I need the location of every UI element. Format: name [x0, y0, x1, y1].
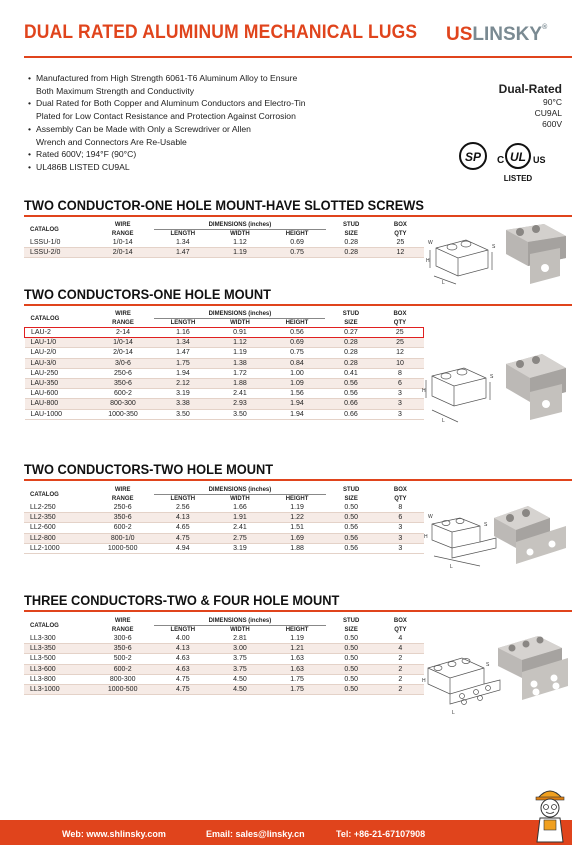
- cell-box-qty: 3: [377, 533, 424, 543]
- cell-box-qty: 2: [377, 685, 424, 695]
- cell-length: 3.19: [154, 389, 211, 399]
- svg-text:L: L: [442, 280, 445, 286]
- col-stud: STUD: [343, 222, 360, 229]
- col-wire: RANGE: [112, 319, 134, 326]
- table-row: [24, 674, 424, 684]
- section-title: TWO CONDUCTOR-ONE HOLE MOUNT-HAVE SLOTTED SCREWS: [24, 198, 424, 213]
- cell-wire-range: 600-2: [91, 523, 154, 533]
- cell-width: 2.75: [211, 533, 268, 543]
- cell-wire-range: 3/0-6: [92, 358, 155, 368]
- svg-text:W: W: [428, 240, 433, 246]
- cell-box-qty: 2: [377, 674, 424, 684]
- cell-box-qty: 8: [376, 368, 423, 378]
- col-stud: SIZE: [344, 319, 358, 326]
- cell-height: 1.63: [268, 664, 325, 674]
- cell-width: 2.81: [211, 634, 268, 644]
- col-height: HEIGHT: [285, 627, 309, 633]
- cell-box-qty: 6: [376, 379, 423, 389]
- col-catalog: CATALOG: [30, 315, 60, 322]
- cell-wire-range: 800-300: [92, 399, 155, 409]
- cell-stud-size: 0.27: [325, 328, 376, 338]
- mascot-worker-icon: [530, 782, 570, 844]
- col-wire: WIRE: [115, 311, 131, 318]
- cell-stud-size: 0.66: [325, 409, 376, 419]
- cell-width: 1.72: [211, 368, 268, 378]
- cell-width: 2.41: [211, 389, 268, 399]
- cell-catalog: LAU-600: [25, 389, 92, 399]
- svg-text:S: S: [484, 522, 488, 528]
- cell-width: 1.19: [211, 348, 268, 358]
- table-row: [24, 654, 424, 664]
- cell-width: 1.88: [211, 379, 268, 389]
- col-length: LENGTH: [170, 496, 196, 502]
- col-stud: STUD: [343, 487, 360, 494]
- page-title: DUAL RATED ALUMINUM MECHANICAL LUGS: [24, 22, 418, 43]
- cell-height: 1.75: [268, 674, 325, 684]
- col-width: WIDTH: [230, 320, 250, 326]
- rating-temp: 90°C: [543, 97, 562, 107]
- lug-diagram-lau: [422, 340, 570, 436]
- table-row: [25, 348, 424, 358]
- feature-item: • Assembly Can be Made with Only a Screwdriver or Allen Wrench and Connectors Are Re-Usable: [28, 123, 251, 147]
- cell-wire-range: 250-6: [92, 368, 155, 378]
- feature-item: • Rated 600V; 194°F (90°C): [28, 149, 137, 160]
- table-row: [24, 523, 424, 533]
- cell-wire-range: 2/0-14: [91, 248, 154, 258]
- cell-length: 4.65: [154, 523, 211, 533]
- col-box: QTY: [394, 495, 407, 502]
- col-box: BOX: [393, 487, 407, 494]
- lug-diagram-lssu: [426, 210, 570, 290]
- cell-box-qty: 2: [377, 654, 424, 664]
- svg-text:H: H: [426, 258, 430, 264]
- col-box: BOX: [393, 311, 407, 318]
- col-box: QTY: [394, 230, 407, 237]
- cell-width: 1.66: [211, 503, 268, 513]
- table-row: [24, 543, 424, 553]
- cell-wire-range: 800-1/0: [91, 533, 154, 543]
- cell-box-qty: 8: [377, 503, 424, 513]
- cell-length: 4.75: [154, 674, 211, 684]
- table-row: [24, 503, 424, 513]
- col-height: HEIGHT: [285, 231, 309, 237]
- cell-width: 3.75: [211, 654, 268, 664]
- cell-stud-size: 0.56: [325, 379, 376, 389]
- col-wire: RANGE: [111, 495, 134, 502]
- cell-stud-size: 0.50: [326, 664, 377, 674]
- cell-box-qty: 4: [377, 634, 424, 644]
- cell-stud-size: 0.56: [326, 543, 377, 553]
- cell-box-qty: 3: [377, 523, 424, 533]
- cell-catalog: LL3-300: [24, 634, 91, 644]
- col-box: BOX: [393, 222, 407, 229]
- cell-length: 4.94: [154, 543, 211, 553]
- cell-box-qty: 3: [376, 409, 423, 419]
- col-height: HEIGHT: [285, 496, 309, 502]
- svg-text:L: L: [452, 710, 455, 716]
- table-row: [24, 533, 424, 543]
- cell-height: 1.56: [268, 389, 325, 399]
- cell-wire-range: 1000-500: [91, 685, 154, 695]
- cell-box-qty: 25: [376, 338, 423, 348]
- cell-stud-size: 0.28: [325, 348, 376, 358]
- feature-item: • Dual Rated for Both Copper and Aluminum Conductors and Electro-Tin Plated for Low Contact Resistance and Protection Against Corrosion: [28, 98, 306, 122]
- cell-wire-range: 600-2: [91, 664, 154, 674]
- svg-text:H: H: [422, 678, 426, 684]
- table-row: [25, 379, 424, 389]
- lug-photo: [494, 506, 566, 564]
- cell-stud-size: 0.56: [326, 523, 377, 533]
- cell-length: 3.38: [154, 399, 211, 409]
- spec-table: [24, 221, 424, 258]
- rating-head: Dual-Rated: [498, 82, 562, 96]
- cell-catalog: LL2-1000: [24, 543, 91, 553]
- cell-height: 1.75: [268, 685, 325, 695]
- footer-phone: Tel: +86-21-67107908: [336, 829, 426, 839]
- cell-length: 4.75: [154, 533, 211, 543]
- col-dimensions: DIMENSIONS (inches): [154, 617, 325, 626]
- cell-length: 1.94: [154, 368, 211, 378]
- feature-item: • UL486B LISTED CU9AL: [28, 161, 130, 172]
- spec-table: [24, 310, 424, 420]
- cell-width: 1.91: [211, 513, 268, 523]
- col-stud: STUD: [342, 311, 360, 318]
- cell-length: 4.75: [154, 685, 211, 695]
- cell-width: 2.41: [211, 523, 268, 533]
- csa-logo: [460, 143, 486, 169]
- svg-text:SP: SP: [464, 150, 482, 164]
- col-stud: SIZE: [344, 230, 358, 237]
- ul-logo: [497, 144, 546, 183]
- col-length: LENGTH: [170, 627, 196, 633]
- cell-box-qty: 4: [377, 644, 424, 654]
- col-box: QTY: [393, 319, 407, 326]
- cell-length: 2.56: [154, 503, 211, 513]
- header-divider: [24, 56, 572, 58]
- table-row: [25, 389, 424, 399]
- table-row: [25, 399, 424, 409]
- cell-length: 1.34: [154, 338, 211, 348]
- cell-height: 0.56: [268, 328, 325, 338]
- table-row: [24, 664, 424, 674]
- cell-box-qty: 2: [377, 664, 424, 674]
- cell-box-qty: 12: [376, 348, 423, 358]
- cell-wire-range: 1000-500: [91, 543, 154, 553]
- cell-length: 4.13: [154, 644, 211, 654]
- cell-length: 4.13: [154, 513, 211, 523]
- cell-stud-size: 0.28: [325, 358, 376, 368]
- cell-stud-size: 0.50: [326, 634, 377, 644]
- cell-stud-size: 0.56: [325, 389, 376, 399]
- cell-stud-size: 0.28: [325, 338, 376, 348]
- cell-wire-range: 250-6: [91, 503, 154, 513]
- feature-list: [28, 72, 348, 174]
- cell-stud-size: 0.28: [326, 238, 377, 248]
- table-row: [25, 358, 424, 368]
- cell-width: 2.93: [211, 399, 268, 409]
- lug-photo: [498, 636, 568, 700]
- rating-code: CU9AL: [534, 108, 562, 118]
- svg-text:L: L: [442, 418, 445, 424]
- table-row: [24, 685, 424, 695]
- spec-table: [24, 486, 424, 554]
- cell-wire-range: 800-300: [91, 674, 154, 684]
- cell-box-qty: 6: [377, 513, 424, 523]
- cell-wire-range: 1000-350: [92, 409, 155, 419]
- svg-text:H: H: [422, 388, 426, 394]
- cell-width: 4.50: [211, 685, 268, 695]
- cell-catalog: LAU-2/0: [25, 348, 92, 358]
- cell-height: 1.94: [268, 409, 325, 419]
- col-wire: WIRE: [114, 487, 131, 494]
- table-row: [25, 338, 424, 348]
- col-height: HEIGHT: [285, 320, 309, 326]
- lug-photo: [506, 354, 566, 420]
- section-title: THREE CONDUCTORS-TWO & FOUR HOLE MOUNT: [24, 593, 340, 608]
- lug-diagram-ll3: [422, 626, 570, 720]
- cell-length: 4.63: [154, 664, 211, 674]
- cell-wire-range: 350-6: [91, 644, 154, 654]
- cell-stud-size: 0.41: [325, 368, 376, 378]
- cell-wire-range: 2/0-14: [92, 348, 155, 358]
- cell-width: 3.19: [211, 543, 268, 553]
- cell-width: 1.12: [211, 238, 268, 248]
- cell-stud-size: 0.28: [326, 248, 377, 258]
- cell-wire-range: 2-14: [92, 328, 155, 338]
- cell-catalog: LAU-3/0: [25, 358, 92, 368]
- svg-text:S: S: [490, 374, 494, 380]
- cell-width: 3.00: [211, 644, 268, 654]
- cell-height: 0.84: [268, 358, 325, 368]
- footer-email-link[interactable]: Email: sales@linsky.cn: [206, 829, 305, 839]
- cell-box-qty: 3: [377, 543, 424, 553]
- cell-width: 0.91: [211, 328, 268, 338]
- col-stud: SIZE: [344, 495, 358, 502]
- col-length: LENGTH: [170, 320, 196, 326]
- col-wire: RANGE: [111, 626, 134, 633]
- footer-web-link[interactable]: Web: www.shlinsky.com: [62, 829, 166, 839]
- section-title: TWO CONDUCTORS-TWO HOLE MOUNT: [24, 462, 274, 477]
- cell-stud-size: 0.66: [325, 399, 376, 409]
- cell-height: 1.00: [268, 368, 325, 378]
- cell-height: 1.63: [268, 654, 325, 664]
- feature-item: • Manufactured from High Strength 6061-T6 Aluminum Alloy to Ensure Both Maximum Strength and Conductivity: [28, 73, 298, 96]
- cell-wire-range: 1/0-14: [91, 238, 154, 248]
- table-row: [25, 368, 424, 378]
- cell-length: 1.75: [154, 358, 211, 368]
- cell-box-qty: 25: [376, 328, 423, 338]
- cell-height: 1.94: [268, 399, 325, 409]
- table-row: [24, 644, 424, 654]
- cell-length: 4.63: [154, 654, 211, 664]
- cell-width: 4.50: [211, 674, 268, 684]
- cell-catalog: LSSU-2/0: [24, 248, 91, 258]
- svg-text:L: L: [450, 564, 453, 570]
- table-row: [24, 634, 424, 644]
- cell-stud-size: 0.50: [326, 654, 377, 664]
- svg-text:H: H: [424, 534, 428, 540]
- cell-length: 1.34: [154, 238, 211, 248]
- col-catalog: CATALOG: [30, 622, 59, 629]
- cell-wire-range: 600-2: [92, 389, 155, 399]
- col-dimensions: DIMENSIONS (inches): [154, 486, 325, 495]
- cell-catalog: LAU-350: [25, 379, 92, 389]
- svg-text:LISTED: LISTED: [503, 174, 533, 183]
- cell-stud-size: 0.50: [326, 513, 377, 523]
- cell-height: 0.75: [268, 248, 325, 258]
- cell-catalog: LAU-1000: [25, 409, 92, 419]
- col-catalog: CATALOG: [30, 491, 59, 498]
- cell-width: 3.50: [211, 409, 268, 419]
- col-width: WIDTH: [230, 627, 250, 633]
- cell-stud-size: 0.56: [326, 533, 377, 543]
- section-divider: [24, 610, 572, 612]
- cell-wire-range: 350-6: [91, 513, 154, 523]
- lug-photo: [506, 224, 566, 284]
- cell-catalog: LL3-1000: [24, 685, 91, 695]
- cell-height: 1.88: [268, 543, 325, 553]
- cell-stud-size: 0.50: [326, 674, 377, 684]
- col-catalog: CATALOG: [30, 226, 59, 233]
- col-length: LENGTH: [170, 231, 196, 237]
- section-divider: [24, 304, 572, 306]
- cell-box-qty: 12: [377, 248, 424, 258]
- cell-width: 1.19: [211, 248, 268, 258]
- cell-height: 1.21: [268, 644, 325, 654]
- cell-stud-size: 0.50: [326, 503, 377, 513]
- table-row: [24, 248, 424, 258]
- table-row: [25, 328, 424, 338]
- cell-length: 2.12: [154, 379, 211, 389]
- col-box: QTY: [394, 626, 407, 633]
- cell-width: 1.12: [211, 338, 268, 348]
- cell-catalog: LL3-800: [24, 674, 91, 684]
- col-dimensions: DIMENSIONS (inches): [154, 221, 325, 230]
- cell-box-qty: 25: [377, 238, 424, 248]
- cell-catalog: LAU-250: [25, 368, 92, 378]
- rating-volt: 600V: [542, 119, 562, 129]
- cell-catalog: LL3-350: [24, 644, 91, 654]
- cell-height: 1.09: [268, 379, 325, 389]
- col-width: WIDTH: [230, 231, 250, 237]
- section-divider: [24, 479, 572, 481]
- col-box: BOX: [393, 618, 407, 625]
- svg-text:UL: UL: [510, 150, 526, 164]
- svg-text:S: S: [492, 244, 496, 250]
- cell-stud-size: 0.50: [326, 685, 377, 695]
- cell-catalog: LL2-800: [24, 533, 91, 543]
- cell-height: 1.19: [268, 503, 325, 513]
- certification-logos: [458, 136, 548, 186]
- svg-text:US: US: [533, 155, 546, 165]
- brand-logo: USLINSKY®: [446, 24, 548, 45]
- cell-length: 1.16: [154, 328, 211, 338]
- col-wire: RANGE: [111, 230, 134, 237]
- footer-bar: [0, 820, 572, 845]
- cell-height: 0.75: [268, 348, 325, 358]
- cell-catalog: LAU-2: [25, 328, 92, 338]
- svg-text:S: S: [486, 662, 490, 668]
- col-width: WIDTH: [230, 496, 250, 502]
- table-row: [24, 513, 424, 523]
- col-stud: SIZE: [344, 626, 358, 633]
- svg-text:C: C: [497, 155, 505, 166]
- cell-length: 1.47: [154, 248, 211, 258]
- cell-height: 1.69: [268, 533, 325, 543]
- cell-catalog: LL3-500: [24, 654, 91, 664]
- section-title: TWO CONDUCTORS-ONE HOLE MOUNT: [24, 287, 271, 302]
- cell-height: 0.69: [268, 238, 325, 248]
- cell-catalog: LL3-600: [24, 664, 91, 674]
- cell-width: 3.75: [211, 664, 268, 674]
- col-stud: STUD: [343, 618, 360, 625]
- cell-length: 3.50: [154, 409, 211, 419]
- cell-width: 1.38: [211, 358, 268, 368]
- cell-wire-range: 500-2: [91, 654, 154, 664]
- cell-stud-size: 0.50: [326, 644, 377, 654]
- cell-height: 0.69: [268, 338, 325, 348]
- col-wire: WIRE: [114, 618, 131, 625]
- cell-catalog: LSSU-1/0: [24, 238, 91, 248]
- spec-table: [24, 617, 424, 695]
- lug-diagram-ll2: [424, 496, 570, 576]
- cell-box-qty: 3: [376, 399, 423, 409]
- cell-catalog: LL2-350: [24, 513, 91, 523]
- cell-catalog: LAU-800: [25, 399, 92, 409]
- cell-wire-range: 300-6: [91, 634, 154, 644]
- cell-height: 1.22: [268, 513, 325, 523]
- cell-box-qty: 3: [376, 389, 423, 399]
- cell-catalog: LL2-250: [24, 503, 91, 513]
- cell-catalog: LL2-600: [24, 523, 91, 533]
- cell-wire-range: 1/0-14: [92, 338, 155, 348]
- cell-height: 1.19: [268, 634, 325, 644]
- cell-wire-range: 350-6: [92, 379, 155, 389]
- cell-length: 1.47: [154, 348, 211, 358]
- table-row: [25, 409, 424, 419]
- cell-height: 1.51: [268, 523, 325, 533]
- cell-box-qty: 10: [376, 358, 423, 368]
- svg-text:W: W: [428, 514, 433, 520]
- col-dimensions: DIMENSIONS (inches): [154, 310, 325, 319]
- col-wire: WIRE: [114, 222, 131, 229]
- cell-length: 4.00: [154, 634, 211, 644]
- rating-block: [499, 82, 562, 130]
- table-row: [24, 238, 424, 248]
- cell-catalog: LAU-1/0: [25, 338, 92, 348]
